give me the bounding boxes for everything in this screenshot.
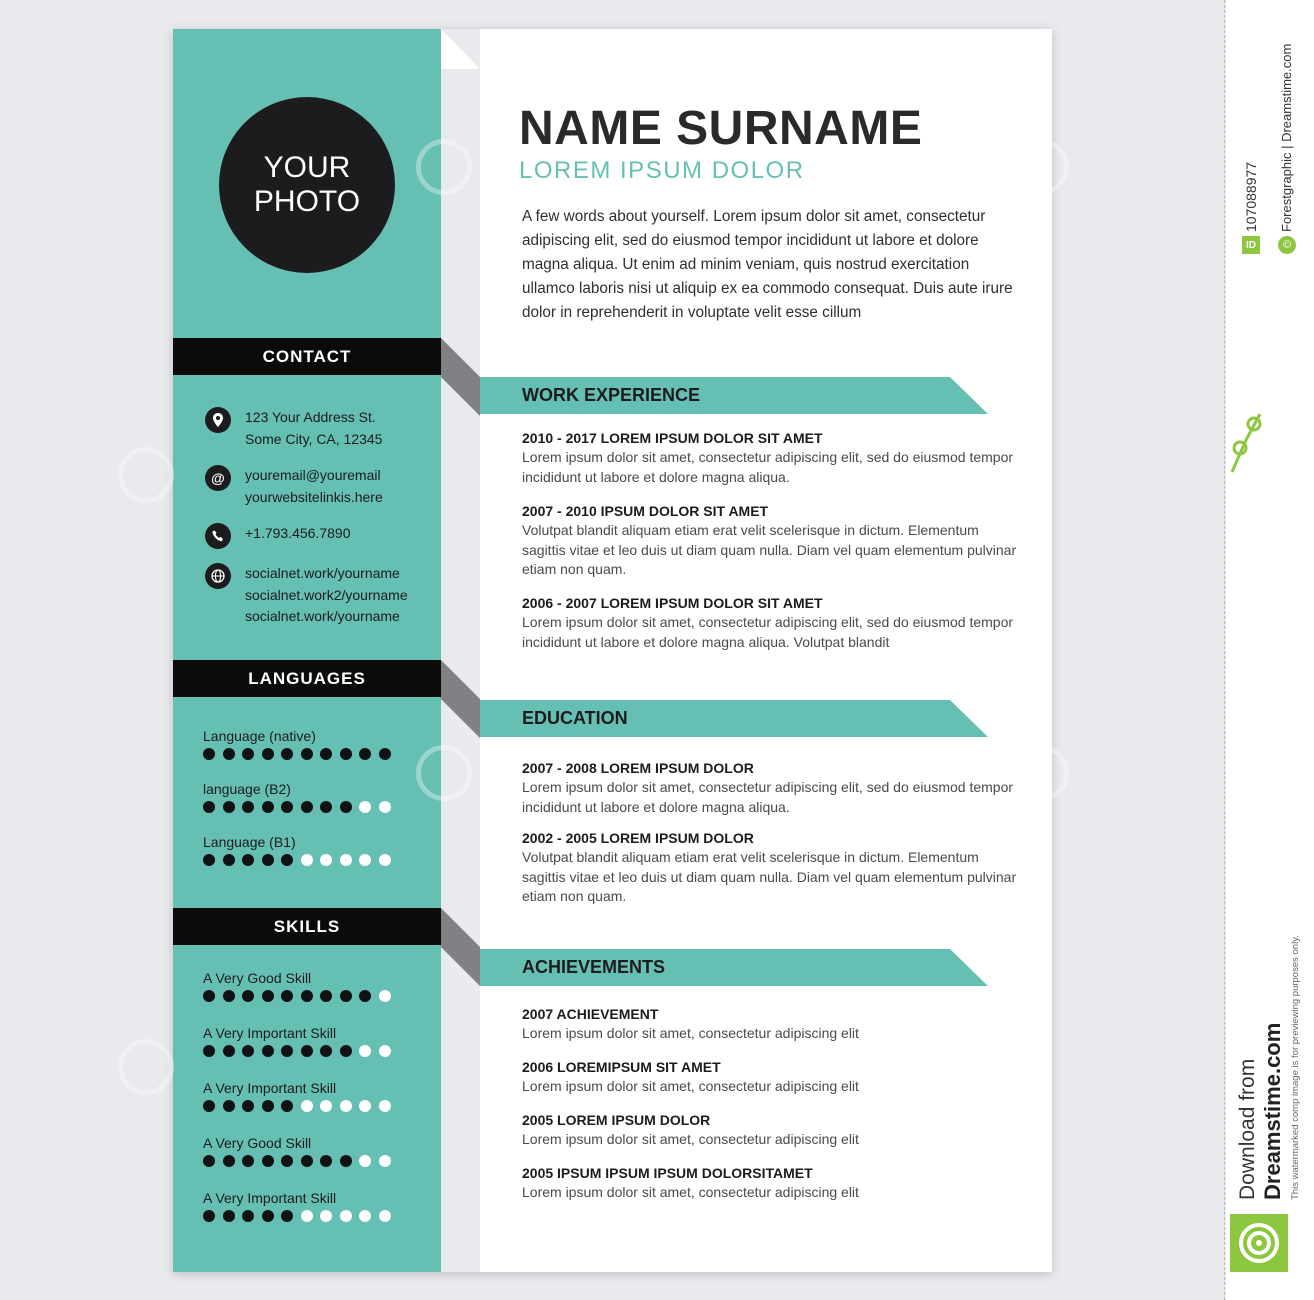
achievement-entry [522,1005,1022,1044]
level-dot [320,748,332,760]
level-dot [242,1100,254,1112]
level-dot [359,990,371,1002]
download-from: Download from [1236,1058,1259,1200]
achievement-entry [522,1111,1022,1150]
website-line[interactable]: yourwebsitelinkis.here [245,488,383,505]
level-dot [320,990,332,1002]
skill-level-dots [203,1100,398,1112]
level-dot [359,1100,371,1112]
level-dot [379,854,391,866]
entry-text: Lorem ipsum dolor sit amet, consectetur adipiscing elit [522,1131,859,1147]
phone-line: +1.793.456.7890 [245,525,351,541]
contact-social [205,563,408,628]
level-dot [379,801,391,813]
level-dot [262,854,274,866]
level-dot [262,1210,274,1222]
level-dot [379,1100,391,1112]
social-line3[interactable]: socialnet.work/yourname [245,608,400,624]
entry-title: 2006 LOREMIPSUM SIT AMET [522,1059,721,1075]
email-line[interactable]: youremail@youremail [245,467,381,483]
level-dot [340,1045,352,1057]
watermark-swirl [1013,745,1069,801]
level-dot [203,990,215,1002]
level-dot [379,1155,391,1167]
level-dot [203,748,215,760]
level-dot [223,1045,235,1057]
skill-level-dots [203,1155,398,1167]
level-dot [223,1210,235,1222]
level-dot [301,748,313,760]
level-dot [379,748,391,760]
level-dot [320,801,332,813]
copyright-icon: © [1278,236,1296,254]
level-dot [223,1100,235,1112]
language-rating [203,780,398,813]
level-dot [359,801,371,813]
credit-line: Forestgraphic | Dreamstime.com [1279,43,1294,232]
skill-label: A Very Important Skill [203,1025,337,1041]
level-dot [262,990,274,1002]
language-level-dots [203,854,398,866]
contact-heading: CONTACT [173,338,441,375]
skill-label: A Very Important Skill [203,1080,337,1096]
level-dot [262,748,274,760]
entry-text: Lorem ipsum dolor sit amet, consectetur adipiscing elit, sed do eiusmod tempor incididunt ut labore et dolore magna aliqua. Volutpat blandit [522,614,1014,650]
watermark-swirl [1013,139,1069,195]
level-dot [223,748,235,760]
level-dot [203,1210,215,1222]
social-line2[interactable]: socialnet.work2/yourname [245,586,408,603]
level-dot [340,1155,352,1167]
entry-text: Lorem ipsum dolor sit amet, consectetur adipiscing elit, sed do eiusmod tempor incididunt ut labore et dolore magna aliqua. [522,779,1014,815]
watermark-swirl [416,745,472,801]
skill-label: A Very Good Skill [203,970,312,986]
skills-heading: SKILLS [173,908,441,945]
level-dot [359,748,371,760]
level-dot [223,990,235,1002]
level-dot [301,801,313,813]
skill-level-dots [203,990,398,1002]
image-id: 107088977 [1243,161,1259,232]
language-level-dots [203,748,398,760]
level-dot [242,801,254,813]
skill-rating [203,1024,398,1057]
level-dot [301,854,313,866]
level-dot [203,1100,215,1112]
level-dot [301,1210,313,1222]
level-dot [340,1100,352,1112]
level-dot [262,1100,274,1112]
skill-rating [203,1134,398,1167]
skill-level-dots [203,1045,398,1057]
level-dot [262,1045,274,1057]
social-line1[interactable]: socialnet.work/yourname [245,565,400,581]
level-dot [281,801,293,813]
languages-heading: LANGUAGES [173,660,441,697]
level-dot [223,1155,235,1167]
level-dot [203,854,215,866]
photo-line2: PHOTO [253,185,361,218]
education-entry [522,759,1022,817]
scissors-icon [1228,410,1264,474]
job-title: LOREM IPSUM DOLOR [519,157,805,184]
skill-rating [203,1189,398,1222]
level-dot [262,801,274,813]
side-strip [441,29,480,1272]
language-rating [203,833,398,866]
achievement-entry [522,1164,1022,1203]
level-dot [379,1210,391,1222]
level-dot [223,854,235,866]
entry-title: 2007 ACHIEVEMENT [522,1006,659,1022]
work-entry [522,429,1022,487]
achievement-entry [522,1058,1022,1097]
preview-notice: This watermarked comp image is for previewing purposes only. [1290,935,1301,1200]
level-dot [301,1100,313,1112]
phone-icon [205,523,231,549]
work-entry [522,502,1022,580]
level-dot [281,1155,293,1167]
level-dot [359,1210,371,1222]
contact-email [205,465,383,508]
entry-text: Volutpat blandit aliquam etiam erat velit scelerisque in dictum. Elementum sagittis vitae et leo duis ut diam quam nulla. Diam vel quam elementum pulvinar etiam non quam. [522,849,1017,904]
skill-label: A Very Good Skill [203,1135,312,1151]
skill-rating [203,969,398,1002]
level-dot [340,748,352,760]
education-entry [522,829,1022,907]
level-dot [320,1100,332,1112]
level-dot [262,1155,274,1167]
level-dot [242,854,254,866]
education-heading: EDUCATION [522,708,628,728]
language-rating [203,727,398,760]
level-dot [301,1155,313,1167]
level-dot [242,1155,254,1167]
level-dot [242,990,254,1002]
work-entry [522,594,1022,652]
level-dot [320,1155,332,1167]
level-dot [242,1210,254,1222]
language-label: Language (native) [203,728,316,744]
globe-icon [205,563,231,589]
level-dot [242,1045,254,1057]
contact-phone [205,523,351,549]
level-dot [281,990,293,1002]
entry-text: Lorem ipsum dolor sit amet, consectetur adipiscing elit [522,1184,859,1200]
entry-title: 2010 - 2017 LOREM IPSUM DOLOR SIT AMET [522,430,823,446]
skill-label: A Very Important Skill [203,1190,337,1206]
level-dot [281,1100,293,1112]
level-dot [379,1045,391,1057]
photo-placeholder [219,97,395,273]
level-dot [203,1155,215,1167]
map-pin-icon [205,407,231,433]
skill-level-dots [203,1210,398,1222]
entry-text: Volutpat blandit aliquam etiam erat velit scelerisque in dictum. Elementum sagittis vitae et leo duis ut diam quam nulla. Diam vel quam elementum pulvinar etiam non quam. [522,522,1017,577]
level-dot [359,1155,371,1167]
level-dot [340,1210,352,1222]
level-dot [320,1045,332,1057]
language-label: Language (B1) [203,834,296,850]
skill-rating [203,1079,398,1112]
level-dot [281,854,293,866]
level-dot [340,990,352,1002]
contact-address [205,407,382,450]
level-dot [223,801,235,813]
achievements-heading: ACHIEVEMENTS [522,957,666,977]
level-dot [281,1210,293,1222]
level-dot [281,748,293,760]
watermark-swirl [416,139,472,195]
language-label: language (B2) [203,781,291,797]
address-line2: Some City, CA, 12345 [245,430,383,447]
full-name: NAME SURNAME [519,102,923,155]
level-dot [203,1045,215,1057]
language-level-dots [203,801,398,813]
entry-title: 2002 - 2005 LOREM IPSUM DOLOR [522,830,754,846]
level-dot [203,801,215,813]
level-dot [340,854,352,866]
dreamstime-brand[interactable]: Dreamstime.com [1260,1022,1285,1200]
entry-title: 2006 - 2007 LOREM IPSUM DOLOR SIT AMET [522,595,823,611]
entry-title: 2005 LOREM IPSUM DOLOR [522,1112,711,1128]
level-dot [301,1045,313,1057]
level-dot [320,1210,332,1222]
level-dot [359,1045,371,1057]
work-heading: WORK EXPERIENCE [522,385,701,405]
level-dot [340,801,352,813]
at-icon: @ [205,465,231,491]
watermark-swirl [118,1039,174,1095]
address-line1: 123 Your Address St. [245,409,376,425]
resume-page [173,29,1052,1272]
photo-line1: YOUR [263,151,351,184]
level-dot [242,748,254,760]
id-badge: ID [1242,236,1260,254]
level-dot [320,854,332,866]
level-dot [379,990,391,1002]
level-dot [359,854,371,866]
entry-title: 2005 IPSUM IPSUM IPSUM DOLORSITAMET [522,1165,813,1181]
level-dot [301,990,313,1002]
entry-text: Lorem ipsum dolor sit amet, consectetur adipiscing elit [522,1025,859,1041]
entry-text: Lorem ipsum dolor sit amet, consectetur adipiscing elit, sed do eiusmod tempor incididunt ut labore et dolore magna aliqua. [522,449,1014,485]
entry-title: 2007 - 2008 LOREM IPSUM DOLOR [522,760,754,776]
entry-title: 2007 - 2010 IPSUM DOLOR SIT AMET [522,503,769,519]
watermark-swirl [118,447,174,503]
level-dot [281,1045,293,1057]
entry-text: Lorem ipsum dolor sit amet, consectetur adipiscing elit [522,1078,859,1094]
intro-paragraph: A few words about yourself. Lorem ipsum dolor sit amet, consectetur adipiscing elit, sed do eiusmod tempor incididunt ut labore et dolore magna aliqua. Ut enim ad minim veniam, quis nostrud exercitation ullamco laboris nisi ut aliquip ex ea commodo consequat. Duis aute irure dolor in reprehenderit in voluptate velit esse cillum [522,208,1013,321]
dreamstime-spiral-icon[interactable] [1230,1214,1288,1272]
